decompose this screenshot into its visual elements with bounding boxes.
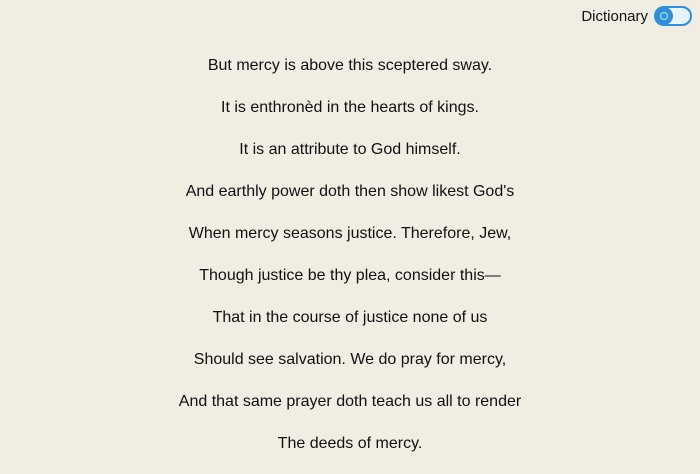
- poem-text: [0, 56, 700, 454]
- poem-line: The deeds of mercy.: [277, 435, 423, 452]
- dictionary-toggle-label: Dictionary: [581, 7, 648, 25]
- poem-line: But mercy is above this sceptered sway.: [207, 57, 493, 74]
- poem-line: Though justice be thy plea, consider this—: [199, 267, 501, 284]
- poem-line: Should see salvation. We do pray for mercy,: [193, 351, 507, 368]
- poem-line: It is an attribute to God himself.: [239, 141, 461, 158]
- poem-line: And that same prayer doth teach us all to render: [178, 393, 522, 410]
- poem-line: That in the course of justice none of us: [212, 309, 488, 326]
- poem-line: When mercy seasons justice. Therefore, Jew,: [188, 225, 512, 242]
- dictionary-toggle[interactable]: [654, 6, 692, 26]
- dictionary-toggle-bar: [581, 6, 692, 26]
- toggle-knob-icon: [655, 7, 673, 25]
- poem-line: And earthly power doth then show likest God's: [185, 183, 515, 200]
- poem-line: It is enthronèd in the hearts of kings.: [221, 99, 479, 116]
